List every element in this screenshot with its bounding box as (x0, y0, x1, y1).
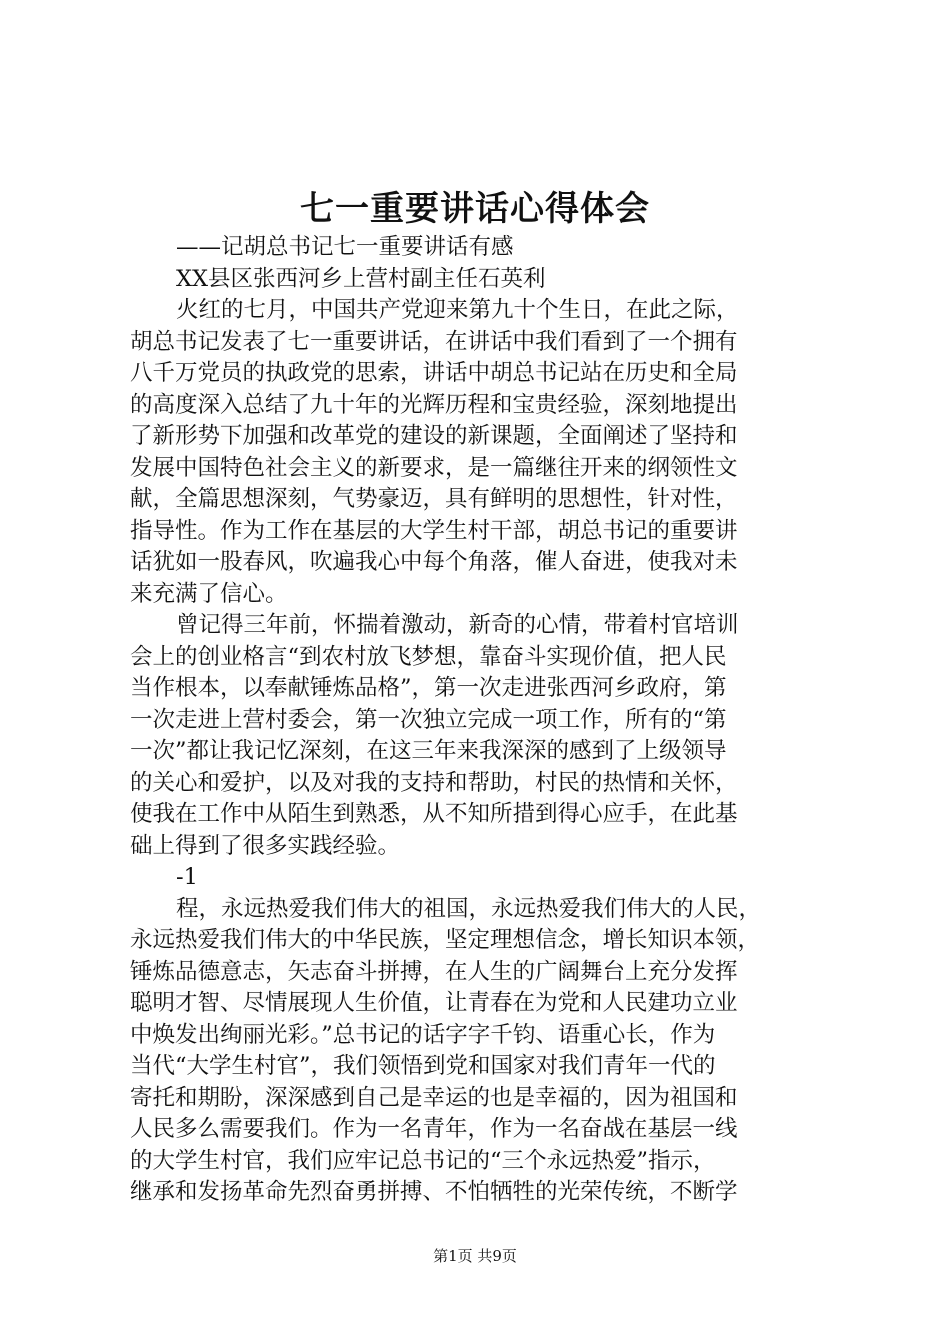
text-line: 继承和发扬革命先烈奋勇拼搏、不怕牺牲的光荣传统，不断学 (130, 1179, 738, 1205)
text-line: 的大学生村官，我们应牢记总书记的“三个永远热爱”指示， (130, 1147, 716, 1174)
text-line: 当作根本，以奉献锤炼品格”，第一次走进张西河乡政府，第 (130, 675, 727, 701)
text-line: 永远热爱我们伟大的中华民族，坚定理想信念，增长知识本领， (130, 927, 761, 953)
document-title: 七一重要讲话心得体会 (300, 189, 650, 229)
text-line: XX县区张西河乡上营村副主任石英利 (176, 265, 546, 292)
text-line: 发展中国特色社会主义的新要求，是一篇继往开来的纲领性文 (130, 454, 738, 481)
text-line: 献，全篇思想深刻，气势豪迈，具有鲜明的思想性，针对性， (130, 486, 738, 512)
text-line: 曾记得三年前，怀揣着激动，新奇的心情，带着村官培训 (176, 612, 739, 638)
text-line: 一次”都让我记忆深刻，在这三年来我深深的感到了上级领导 (130, 738, 727, 764)
text-line: 当代“大学生村官”，我们领悟到党和国家对我们青年一代的 (130, 1053, 716, 1079)
text-line: 八千万党员的执政党的思索，讲话中胡总书记站在历史和全局 (130, 360, 738, 386)
text-line: 了新形势下加强和改革党的建设的新课题，全面阐述了坚持和 (130, 423, 738, 449)
text-line: 使我在工作中从陌生到熟悉，从不知所措到得心应手，在此基 (130, 801, 738, 827)
text-line: 聪明才智、尽情展现人生价值，让青春在为党和人民建功立业 (130, 990, 738, 1016)
text-line: 的高度深入总结了九十年的光辉历程和宝贵经验，深刻地提出 (130, 391, 738, 418)
text-line: 一次走进上营村委会，第一次独立完成一项工作，所有的“第 (130, 706, 727, 733)
text-line: 话犹如一股春风，吹遍我心中每个角落，催人奋进，使我对未 (130, 549, 738, 575)
text-line: 的关心和爱护，以及对我的支持和帮助，村民的热情和关怀， (130, 769, 738, 796)
text-line: 会上的创业格言“到农村放飞梦想，靠奋斗实现价值，把人民 (130, 643, 727, 670)
text-line: 寄托和期盼，深深感到自己是幸运的也是幸福的，因为祖国和 (130, 1084, 738, 1111)
text-line: 指导性。作为工作在基层的大学生村干部，胡总书记的重要讲 (130, 517, 738, 544)
document-body (130, 232, 830, 1209)
text-line: 火红的七月，中国共产党迎来第九十个生日，在此之际， (176, 297, 739, 323)
text-line: 来充满了信心。 (130, 580, 288, 607)
text-line: ——记胡总书记七一重要讲话有感 (176, 234, 514, 260)
text-line: 胡总书记发表了七一重要讲话，在讲话中我们看到了一个拥有 (130, 328, 738, 355)
text-line: -1 (176, 864, 198, 890)
page-footer: 第1页 共9页 (433, 1247, 517, 1265)
text-line: 锤炼品德意志，矢志奋斗拼搏，在人生的广阔舞台上充分发挥 (130, 958, 738, 985)
text-line: 人民多么需要我们。作为一名青年，作为一名奋战在基层一线 (130, 1116, 738, 1142)
text-line: 础上得到了很多实践经验。 (130, 832, 401, 859)
text-line: 程，永远热爱我们伟大的祖国，永远热爱我们伟大的人民， (176, 895, 762, 922)
text-line: 中焕发出绚丽光彩。”总书记的话字字千钧、语重心长，作为 (130, 1021, 716, 1048)
